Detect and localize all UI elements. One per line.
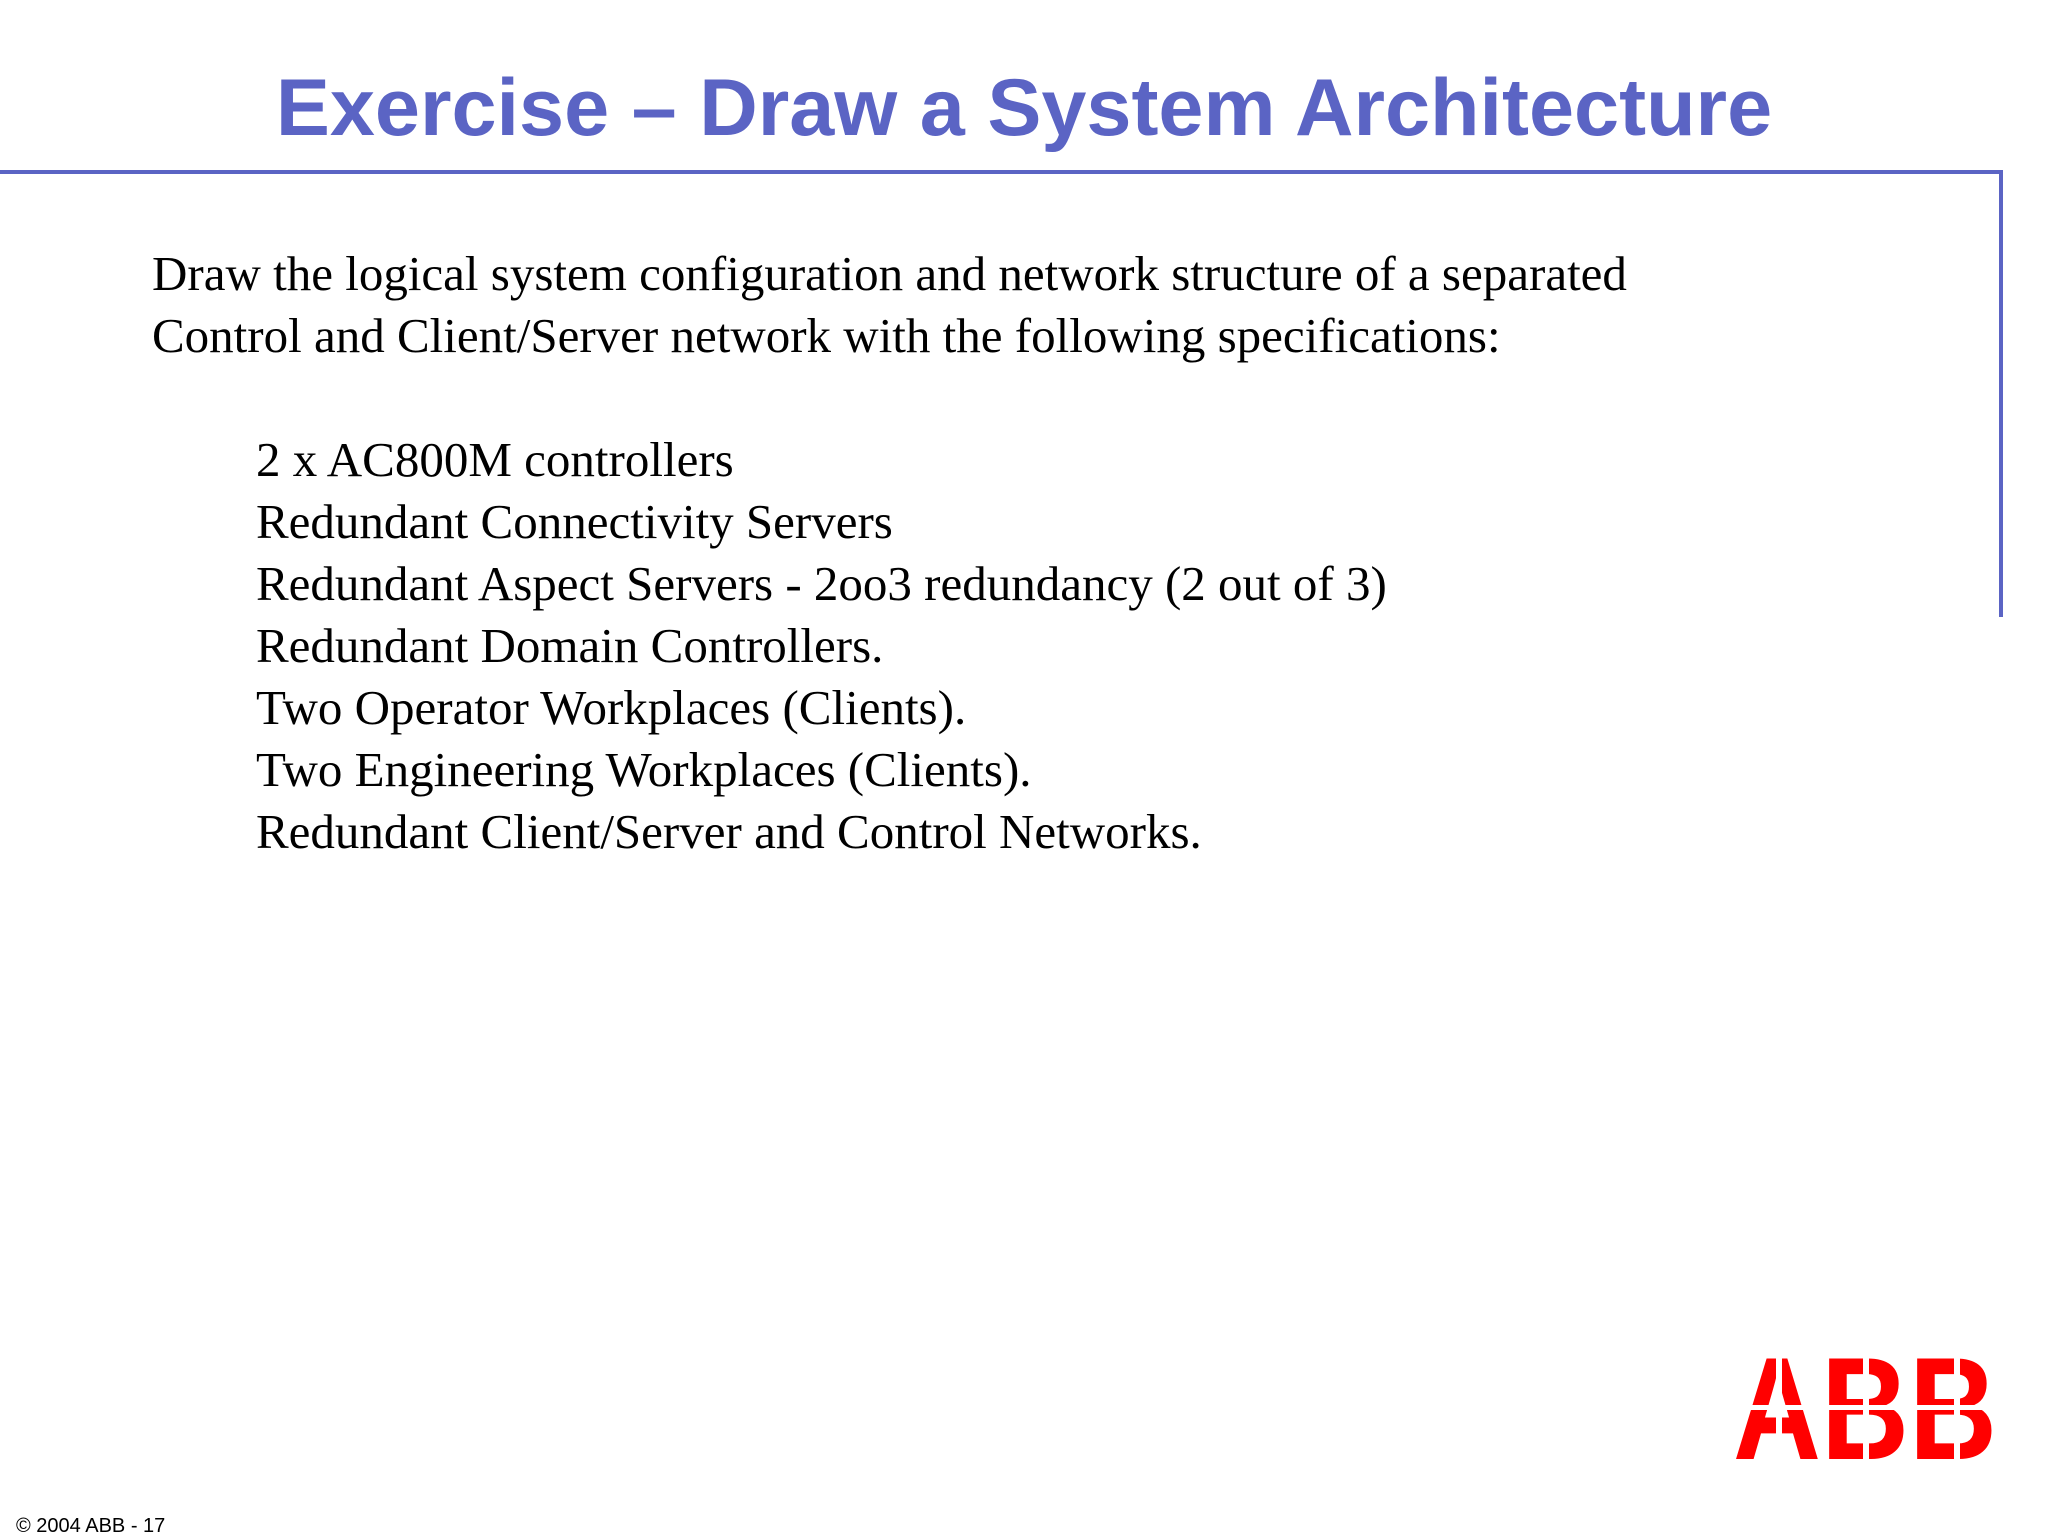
footer-copyright: © 2004 ABB - 17 — [16, 1515, 166, 1537]
intro-line: Draw the logical system configuration and network structure of a separated — [152, 246, 1627, 301]
specification-item: Two Operator Workplaces (Clients). — [256, 680, 967, 735]
specification-item: Redundant Domain Controllers. — [256, 618, 884, 673]
specification-item: Redundant Client/Server and Control Networks. — [256, 804, 1202, 859]
abb-logo — [1731, 1353, 1999, 1463]
slide-title: Exercise – Draw a System Architecture — [275, 63, 1773, 153]
title-underline — [0, 170, 2003, 174]
intro-line: Control and Client/Server network with the following specifications: — [152, 308, 1501, 363]
specification-item: Redundant Connectivity Servers — [256, 494, 893, 549]
specification-list — [256, 429, 1387, 863]
specification-item: Two Engineering Workplaces (Clients). — [256, 742, 1032, 797]
intro-paragraph — [152, 243, 1932, 367]
right-border-line — [1999, 170, 2003, 617]
specification-item: Redundant Aspect Servers - 2oo3 redundancy (2 out of 3) — [256, 556, 1387, 611]
specification-item: 2 x AC800M controllers — [256, 432, 734, 487]
